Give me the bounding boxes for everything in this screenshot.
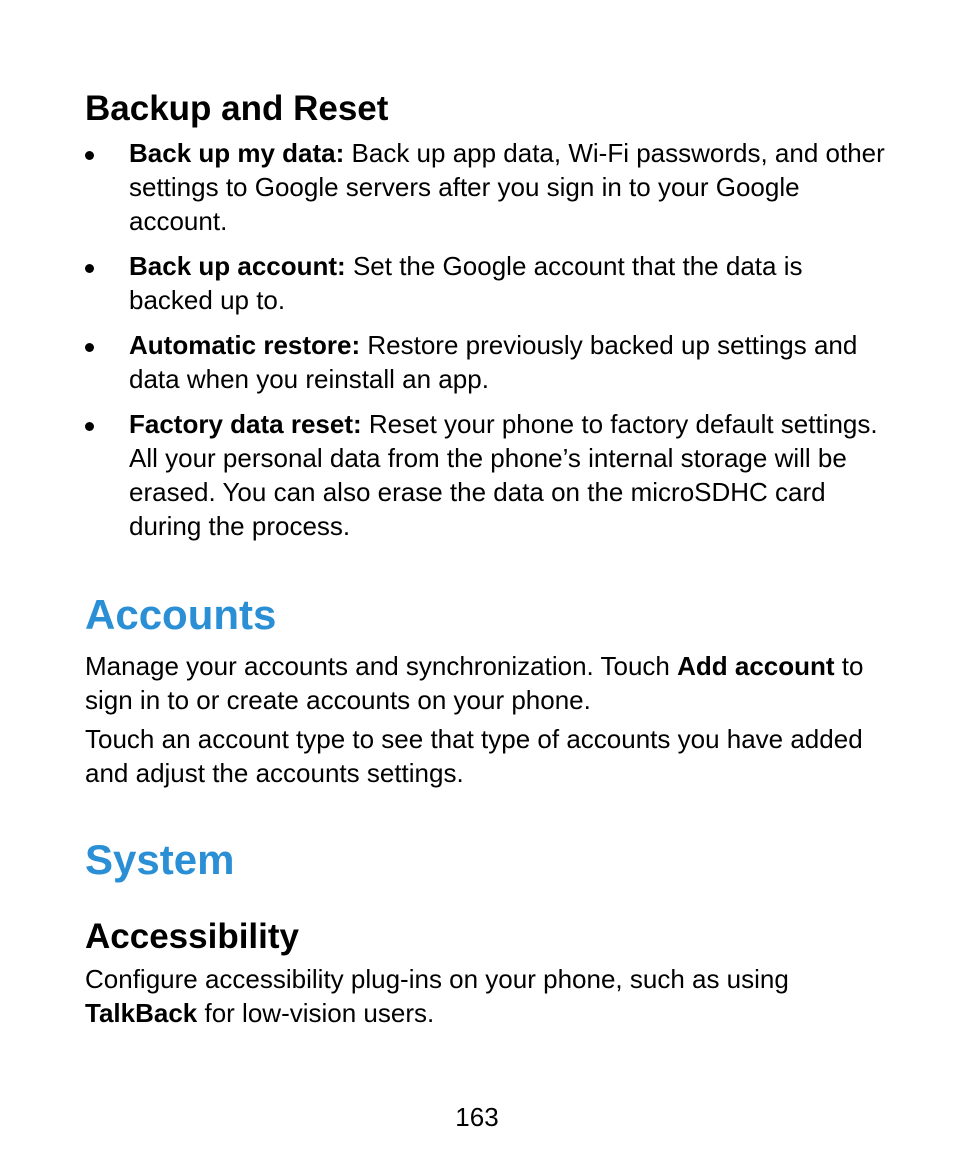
bullet-icon <box>85 422 94 431</box>
bullet-icon <box>85 151 94 160</box>
page-number: 163 <box>455 1102 499 1132</box>
item-text: Back up app data, Wi-Fi passwords, and other settings to Google servers after you sign in to your Google account. <box>129 138 885 236</box>
accounts-paragraph-1 <box>85 649 885 717</box>
text-run: Configure accessibility plug-ins on your phone, such as using <box>85 964 789 994</box>
accounts-paragraph-2: Touch an account type to see that type of accounts you have added and adjust the accounts settings. <box>85 724 863 788</box>
add-account-term: Add account <box>677 651 835 681</box>
backup-options-list <box>85 136 885 543</box>
accessibility-heading: Accessibility <box>85 917 299 956</box>
text-run: Manage your accounts and synchronization. Touch <box>85 651 678 681</box>
list-item <box>85 328 885 396</box>
item-text: Restore previously backed up settings and data when you reinstall an app. <box>129 330 858 394</box>
backup-reset-heading: Backup and Reset <box>85 89 389 128</box>
item-text: Reset your phone to factory default settings. All your personal data from the phone’s internal storage will be erased. You can also erase the data on the microSDHC card during the process. <box>129 409 878 541</box>
bullet-icon <box>85 343 94 352</box>
item-term: Automatic restore: <box>129 330 361 360</box>
accessibility-paragraph <box>85 962 885 1030</box>
text-run: to sign in to or create accounts on your phone. <box>85 651 864 715</box>
item-text: Set the Google account that the data is backed up to. <box>129 251 803 315</box>
system-heading: System <box>85 836 235 883</box>
text-run: for low-vision users. <box>197 998 435 1028</box>
item-term: Back up account: <box>129 251 346 281</box>
item-term: Back up my data: <box>129 138 345 168</box>
list-item <box>85 249 885 317</box>
list-item <box>85 407 885 543</box>
manual-page <box>85 88 885 1030</box>
list-item <box>85 136 885 238</box>
item-term: Factory data reset: <box>129 409 362 439</box>
bullet-icon <box>85 264 94 273</box>
talkback-term: TalkBack <box>85 998 198 1028</box>
accounts-heading: Accounts <box>85 591 277 638</box>
